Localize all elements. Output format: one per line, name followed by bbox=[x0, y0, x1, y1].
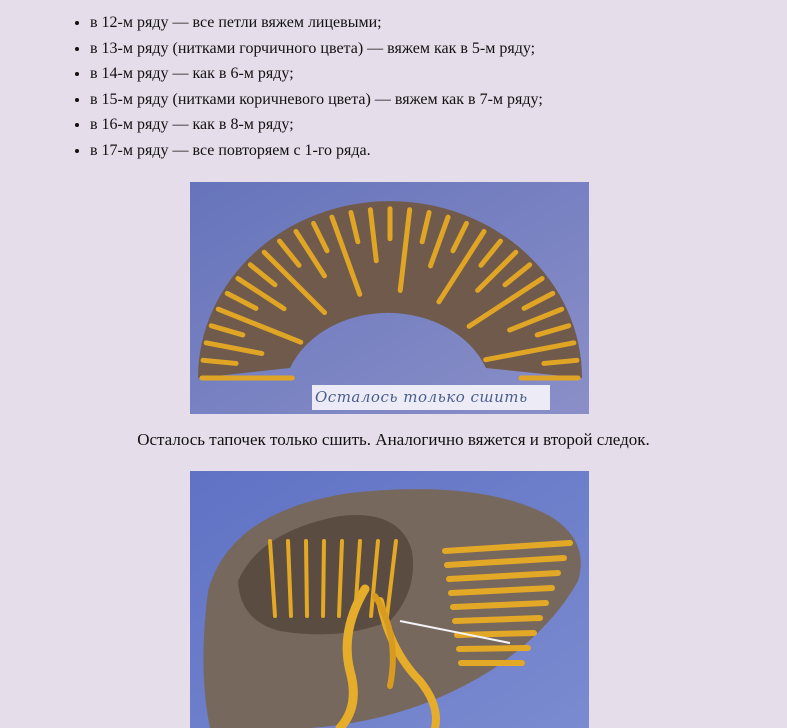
knitting-steps-list bbox=[55, 10, 543, 164]
step-item: • в 12-м ряду — все петли вяжем лицевыми; bbox=[90, 10, 543, 36]
step-item: • в 16-м ряду — как в 8-м ряду; bbox=[90, 112, 543, 138]
step-item: • в 17-м ряду — все повторяем с 1-го ряда. bbox=[90, 138, 543, 164]
slipper-assembly-photo bbox=[190, 471, 589, 728]
step-item: • в 13-м ряду (нитками горчичного цвета) — вяжем как в 5-м ряду; bbox=[90, 36, 543, 62]
step-item: • в 14-м ряду — как в 6-м ряду; bbox=[90, 61, 543, 87]
photo-caption: Осталось тапочек только сшить. Аналогично вяжется и второй следок. bbox=[137, 430, 650, 449]
slipper-image bbox=[190, 471, 589, 728]
knitted-sole-photo bbox=[190, 182, 589, 414]
step-item: • в 15-м ряду (нитками коричневого цвета) — вяжем как в 7-м ряду; bbox=[90, 87, 543, 113]
knitted-sole-image bbox=[190, 182, 589, 414]
photo-overlay-caption: Осталось только сшить bbox=[312, 385, 550, 410]
